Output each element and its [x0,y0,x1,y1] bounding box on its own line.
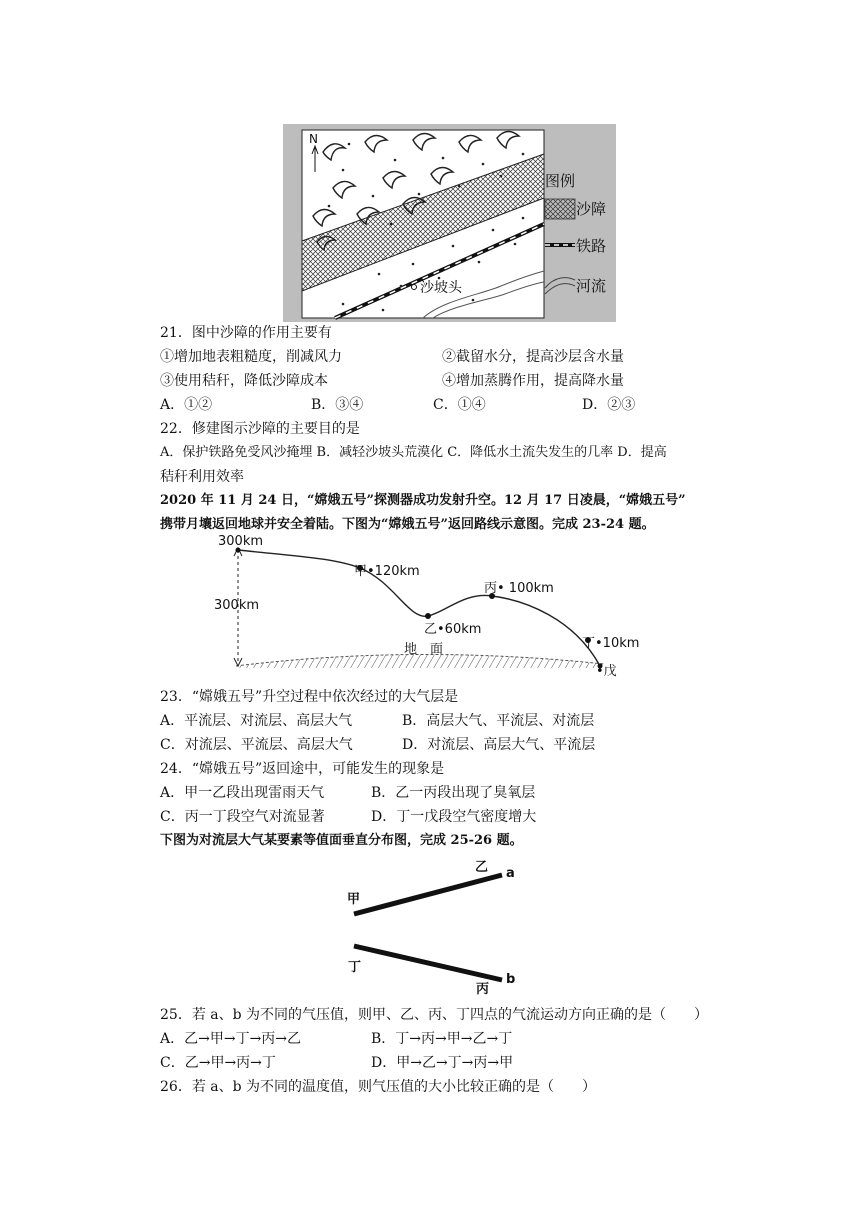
return-route-figure [214,532,640,680]
isoline-diagram [340,856,530,996]
point-yi-label: 乙•60km [424,622,482,637]
q23-option-c: C．对流层、平流层、高层大气 [160,737,353,753]
q25-option-b: B．丁→丙→甲→乙→丁 [371,1031,513,1047]
q25-stem: 25．若 a、b 为不同的气压值，则甲、乙、丙、丁四点的气流运动方向正确的是（ ） [160,1007,709,1023]
q21-stem: 21．图中沙障的作用主要有 [160,325,332,341]
q21-option-d: D．②③ [582,397,636,413]
q24-stem: 24．“嫦娥五号”返回途中，可能发生的现象是 [160,761,445,777]
q24-option-a: A．甲一乙段出现雷雨天气 [160,785,325,801]
q22-stem: 22．修建图示沙障的主要目的是 [160,421,360,437]
q25-option-c: C．乙→甲→丙→丁 [160,1055,276,1071]
label-jia: 甲 [347,892,361,907]
label-bing: 丙 [476,982,490,997]
q22-options-line-1: A．保护铁路免受风沙掩埋 B．减轻沙坡头荒漠化 C．降低水土流失发生的几率 D．提高 [160,445,667,460]
q21-option-b: B．③④ [311,397,364,413]
q21-option-a: A．①② [160,397,213,413]
q24-option-d: D．丁一戊段空气密度增大 [371,809,537,825]
legend-title: 图例 [545,172,576,190]
point-ding-label: 丁•10km [582,636,640,651]
q24-option-c: C．丙一丁段空气对流显著 [160,809,325,825]
q23-option-d: D．对流层、高层大气、平流层 [402,737,596,753]
q21-statement-2: ②截留水分，提高沙层含水量 [442,349,624,365]
intro-23-line-2: 携带月壤返回地球并安全着陆。下图为“嫦娥五号”返回路线示意图。完成 23-24 题。 [160,517,655,532]
point-jia-label: 甲•120km [354,564,420,579]
legend-label-river: 河流 [576,277,607,295]
label-b: b [506,972,516,987]
label-ding: 丁 [348,960,362,975]
q23-stem: 23．“嫦娥五号”升空过程中依次经过的大气层是 [160,689,459,705]
legend-label-sand-barrier: 沙障 [576,200,607,218]
q21-statement-1: ①增加地表粗糙度，削减风力 [160,349,342,365]
q21-statement-3: ③使用秸秆，降低沙障成本 [160,373,328,389]
q21-statement-4: ④增加蒸腾作用，提高降水量 [442,373,624,389]
isoline-figure [340,856,530,996]
route-top-label: 300km [218,534,264,549]
route-height-label: 300km [214,598,260,613]
q26-stem: 26．若 a、b 为不同的温度值，则气压值的大小比较正确的是（ ） [160,1079,597,1095]
q24-option-b: B．乙一丙段出现了臭氧层 [371,785,536,801]
q21-option-c: C．①④ [433,397,486,413]
place-label-shapotou: 沙坡头 [420,280,462,296]
legend-label-railway: 铁路 [576,237,607,255]
point-wu-label: •戊 [596,664,617,679]
north-label: N [309,132,318,146]
q25-option-a: A．乙→甲→丁→丙→乙 [160,1031,302,1047]
return-route-diagram [214,532,634,680]
label-yi: 乙 [475,860,489,875]
label-a: a [506,866,515,881]
intro-23-line-1: 2020 年 11 月 24 日，“嫦娥五号”探测器成功发射升空。12 月 17 日凌晨，“嫦娥五号” [160,493,686,508]
q25-option-d: D．甲→乙→丁→丙→甲 [371,1055,514,1071]
point-bing-label: 丙• 100km [484,581,554,596]
intro-25-line: 下图为对流层大气某要素等值面垂直分布图，完成 25-26 题。 [160,833,523,848]
q22-options-line-2: 秸秆利用效率 [160,469,244,485]
q23-option-b: B．高层大气、平流层、对流层 [402,713,595,729]
ground-label: 地 面 [404,642,444,657]
q23-option-a: A．平流层、对流层、高层大气 [160,713,353,729]
sand-barrier-map-figure [283,124,616,322]
